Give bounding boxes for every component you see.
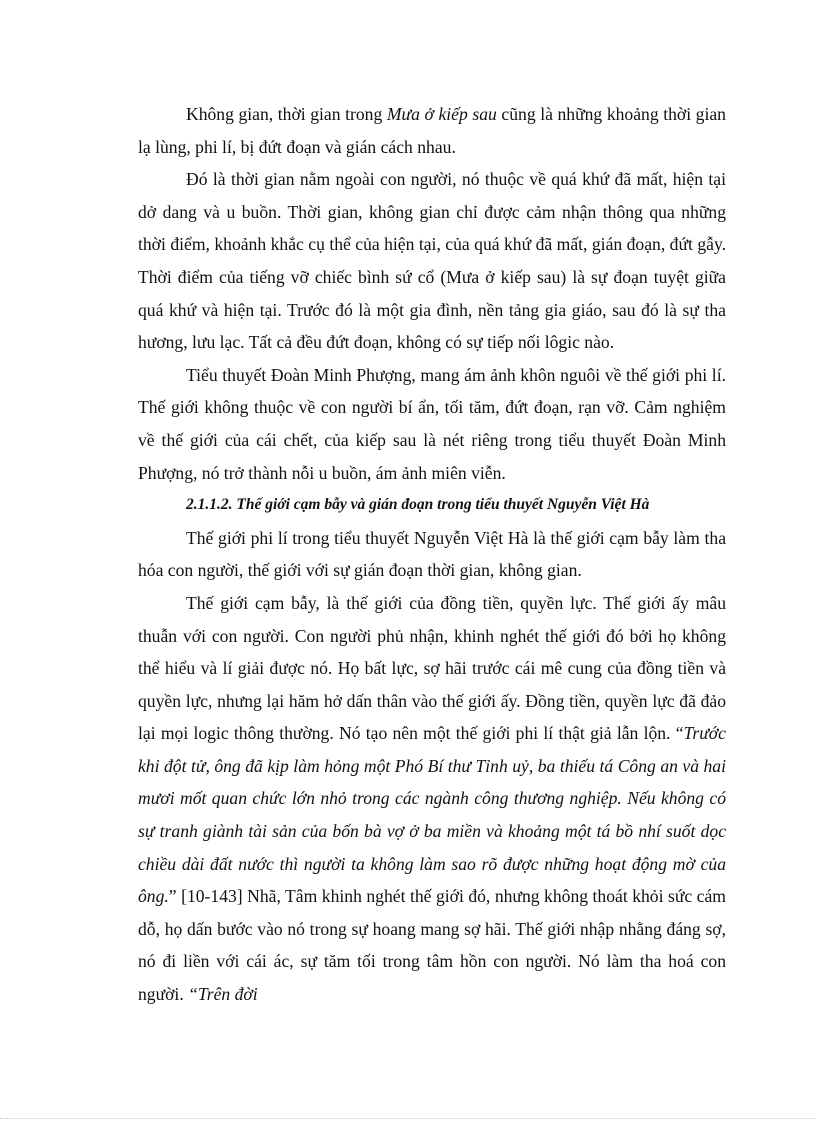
- p1-text-a: Không gian, thời gian trong: [186, 104, 387, 124]
- paragraph-4: Thế giới phi lí trong tiểu thuyết Nguyễn Việt Hà là thế giới cạm bẫy làm tha hóa con người, thế giới với sự gián đoạn thời gian, không gian.: [138, 527, 726, 581]
- paragraph-5: [138, 587, 726, 1011]
- p1-text-c: cũng là những khoảng thời gian lạ lùng, phi lí, bị đứt đoạn và gián cách nhau.: [138, 104, 726, 157]
- p5-italic-quote: Trước khi đột tử, ông đã kịp làm hỏng một Phó Bí thư Tỉnh uỷ, ba thiếu tá Công an và hai mươi mốt quan chức lớn nhỏ trong các ngành công thương nghiệp. Nếu không có sự tranh giành tài sản của bốn bà vợ ở ba miền và khoảng một tá bồ nhí suốt dọc chiều dài đất nước thì người ta không làm sao rõ được những hoạt động mờ của ông.: [138, 723, 726, 907]
- section-heading: 2.1.1.2. Thế giới cạm bẫy và gián đoạn trong tiểu thuyết Nguyễn Việt Hà: [186, 496, 650, 514]
- p1-italic-title: Mưa ở kiếp sau: [386, 104, 497, 124]
- page-bottom-rule: [0, 1118, 816, 1119]
- paragraph-2: Đó là thời gian nằm ngoài con người, nó thuộc về quá khứ đã mất, hiện tại dở dang và u buồn. Thời gian, không gian chỉ được cảm nhận thông qua những thời điểm, khoảnh khắc cụ thể của hiện tại, của quá khứ đã mất, gián đoạn, đứt gẫy. Thời điểm của tiếng vỡ chiếc bình sứ cổ (Mưa ở kiếp sau) là sự đoạn tuyệt giữa quá khứ và hiện tại. Trước đó là một gia đình, nền tảng gia giáo, sau đó là sự tha hương, lưu lạc. Tất cả đều đứt đoạn, không có sự tiếp nối lôgic nào.: [138, 169, 726, 353]
- p5-text-a: Thế giới cạm bẫy, là thế giới của đồng tiền, quyền lực. Thế giới ấy mâu thuẫn với con người. Con người phủ nhận, khinh nghét thế giới đó bởi họ không thể hiểu và lí giải được nó. Họ bất lực, sợ hãi trước cái mê cung của đồng tiền và quyền lực, nhưng lại hăm hở dấn thân vào thế giới ấy. Đồng tiền, quyền lực đã đảo lại mọi logic thông thường. Nó tạo nên một thế giới phi lí thật giả lẫn lộn. “: [138, 592, 726, 744]
- p5-italic-quote-start: “Trên đời: [188, 984, 258, 1005]
- p5-text-c: ” [10-143] Nhã, Tâm khinh nghét thế giới đó, nhưng không thoát khỏi sức cám dỗ, họ dấn bước vào nó trong sự hoang mang sợ hãi. Thế giới nhập nhằng đáng sợ, nó đi liền với cái ác, sự tăm tối trong tâm hồn con người. Nó làm tha hoá con người.: [138, 886, 726, 1005]
- body-text: [138, 98, 726, 1011]
- paragraph-1: [138, 98, 726, 163]
- paragraph-3: Tiểu thuyết Đoàn Minh Phượng, mang ám ảnh khôn nguôi về thế giới phi lí. Thế giới không thuộc về con người bí ẩn, tối tăm, đứt đoạn, rạn vỡ. Cảm nghiệm về thế giới của cái chết, của kiếp sau là nét riêng trong tiểu thuyết Đoàn Minh Phượng, nó trở thành nỗi u buồn, ám ảnh miên viễn.: [138, 364, 726, 483]
